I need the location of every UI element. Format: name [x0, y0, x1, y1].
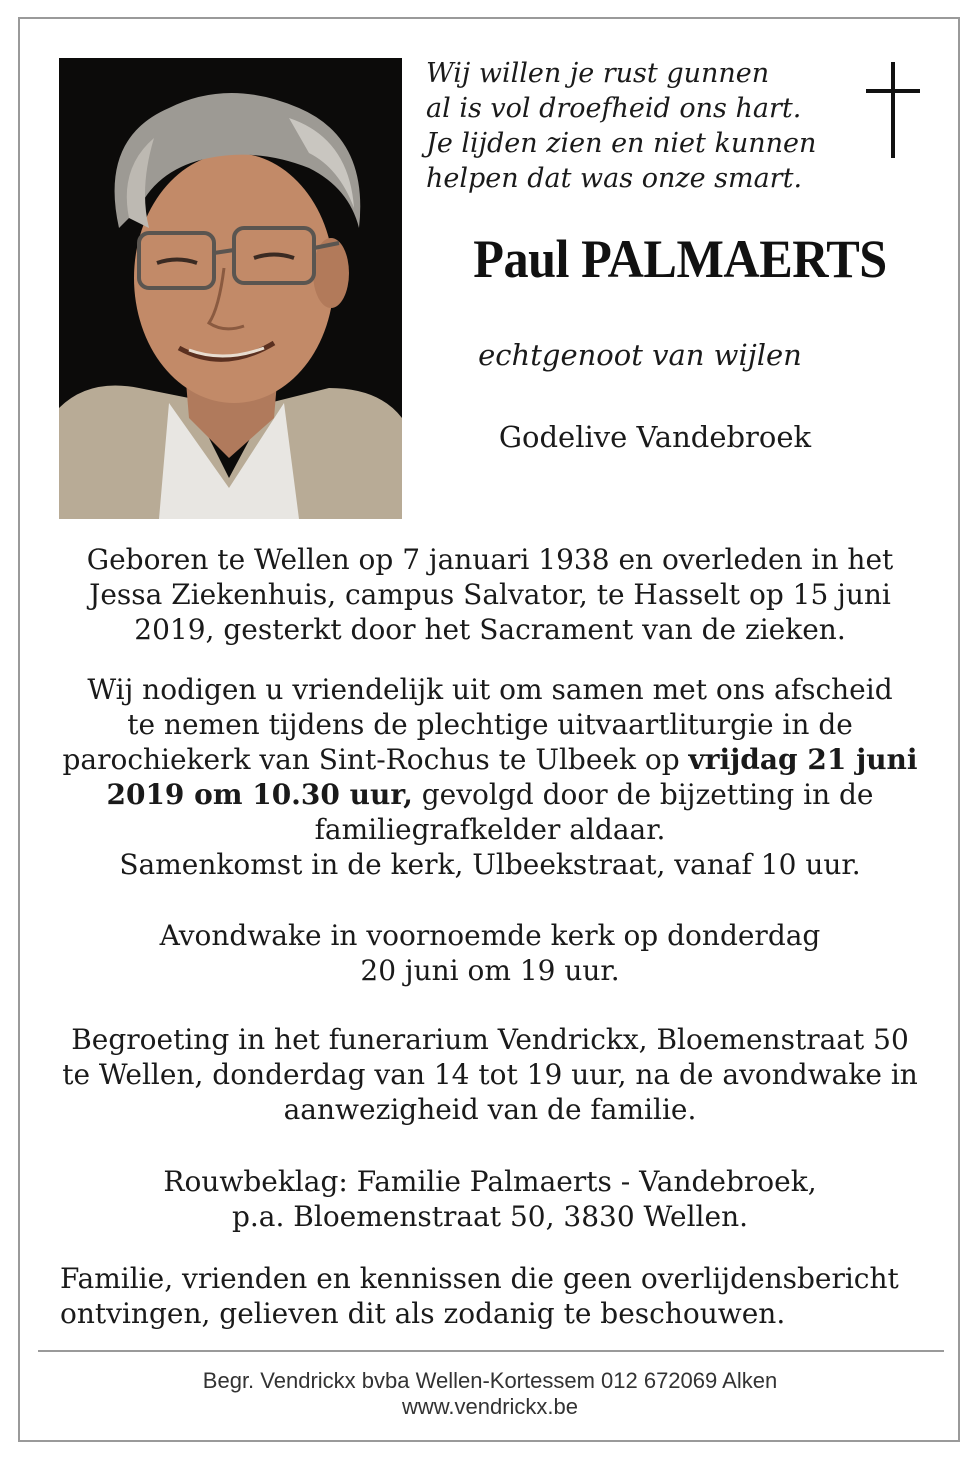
text-line: aanwezigheid van de familie. [283, 1093, 697, 1126]
footer-website: www.vendrickx.be [401, 1394, 579, 1419]
cross-icon [866, 62, 920, 158]
visitation-paragraph [40, 1022, 940, 1127]
text-segment: gevolgd door de bijzetting in de [412, 778, 874, 811]
funeral-time: 2019 om 10.30 uur, [106, 778, 413, 811]
text-line: 2019, gesterkt door het Sacrament van de zieken. [134, 613, 846, 646]
text-line [40, 777, 940, 812]
poem-line: Wij willen je rust gunnen [426, 58, 770, 89]
text-line: te Wellen, donderdag van 14 tot 19 uur, na de avondwake in [62, 1058, 918, 1091]
notice-paragraph [60, 1261, 940, 1331]
text-line: Familie, vrienden en kennissen die geen overlijdensbericht [60, 1262, 899, 1295]
text-line: Wij nodigen u vriendelijk uit om samen met ons afscheid [87, 673, 893, 706]
deceased-name: Paul PALMAERTS [473, 229, 887, 289]
text-line: Jessa Ziekenhuis, campus Salvator, te Hasselt op 15 juni [89, 578, 891, 611]
footer [40, 1368, 940, 1420]
footer-company: Begr. Vendrickx bvba Wellen-Kortessem 012 672069 Alken [202, 1368, 778, 1393]
poem [426, 56, 846, 196]
text-line: Geboren te Wellen op 7 januari 1938 en overleden in het [86, 543, 894, 576]
text-line: familiegrafkelder aldaar. [314, 813, 666, 846]
text-segment: parochiekerk van Sint-Rochus te Ulbeek op [62, 743, 689, 776]
text-line: te nemen tijdens de plechtige uitvaartliturgie in de [127, 708, 853, 741]
text-line [40, 742, 940, 777]
divider [38, 1350, 944, 1352]
text-line: Samenkomst in de kerk, Ulbeekstraat, vanaf 10 uur. [119, 848, 861, 881]
text-line: Rouwbeklag: Familie Palmaerts - Vandebroek, [163, 1165, 817, 1198]
wake-paragraph [40, 918, 940, 988]
funeral-date: vrijdag 21 juni [688, 743, 918, 776]
relation-label: echtgenoot van wijlen [478, 338, 802, 372]
text-line: Avondwake in voornoemde kerk op donderdag [159, 919, 821, 952]
poem-line: Je lijden zien en niet kunnen [426, 128, 817, 159]
text-line: p.a. Bloemenstraat 50, 3830 Wellen. [231, 1200, 749, 1233]
poem-line: al is vol droefheid ons hart. [426, 93, 802, 124]
text-line: Begroeting in het funerarium Vendrickx, Bloemenstraat 50 [71, 1023, 909, 1056]
funeral-paragraph [40, 672, 940, 882]
portrait-photo [59, 58, 402, 519]
poem-line: helpen dat was onze smart. [426, 163, 803, 194]
birth-death-paragraph [40, 542, 940, 647]
condolences-paragraph [40, 1164, 940, 1234]
text-line: ontvingen, gelieven dit als zodanig te beschouwen. [60, 1297, 786, 1330]
text-line: 20 juni om 19 uur. [360, 954, 620, 987]
spouse-name: Godelive Vandebroek [498, 420, 812, 454]
